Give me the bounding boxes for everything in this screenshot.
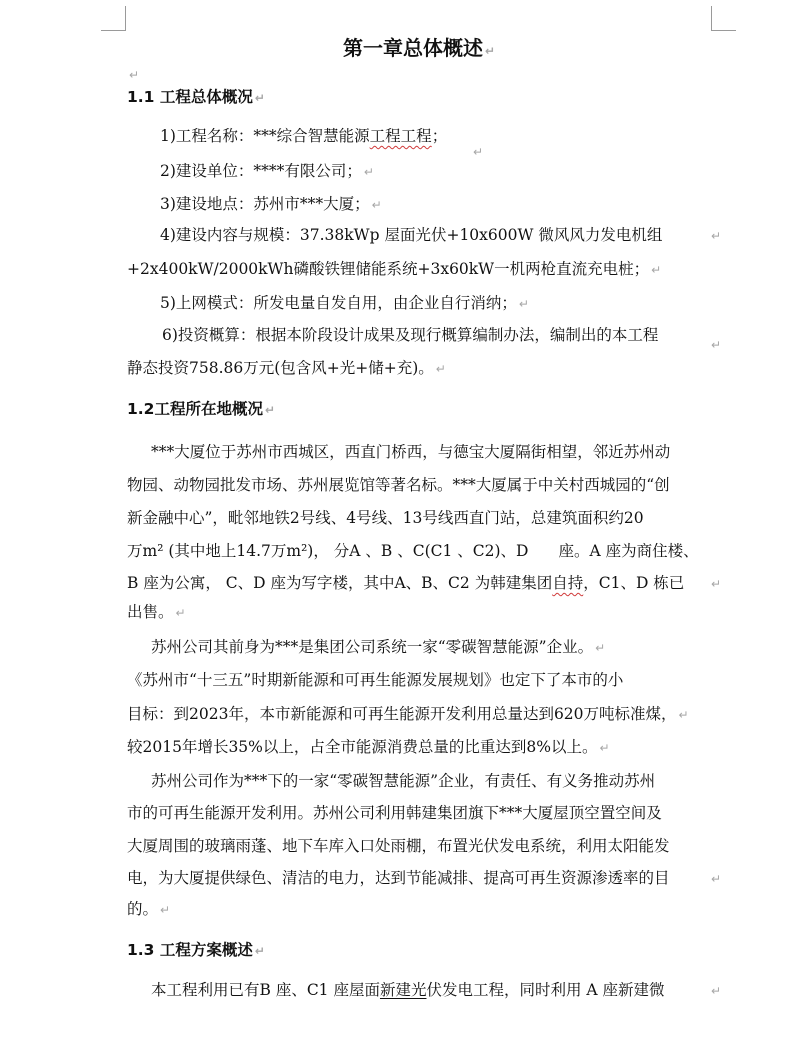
- paragraph-mark-icon: ↵: [264, 403, 276, 417]
- paragraph-line: 本工程利用已有B 座、C1 座屋面新建光伏发电工程，同时利用 A 座新建微: [151, 981, 665, 999]
- paragraph-mark-icon: ↵: [254, 91, 265, 105]
- paragraph-mark-icon: ↵: [651, 263, 662, 277]
- investment-line: 6)投资概算：根据本阶段设计成果及现行概算编制办法，编制出的本工程: [162, 326, 659, 344]
- paragraph-line: 苏州公司作为***下的一家“零碳智慧能源”企业，有责任、有义务推动苏州: [151, 772, 656, 790]
- paragraph-mark-icon: ↵: [599, 741, 610, 755]
- paragraph-line: 较2015年增长35%以上，占全市能源消费总量的比重达到8%以上。 ↵: [127, 738, 610, 756]
- construction-scope-line: 4)建设内容与规模：37.38kWp 屋面光伏+10x600W 微风风力发电机组: [160, 226, 663, 244]
- section-heading-1-1: 1.1 工程总体概况 ↵: [127, 88, 265, 106]
- paragraph-mark-icon: ↵: [435, 362, 446, 376]
- paragraph-line: 的。 ↵: [127, 900, 171, 918]
- page-corner-top-right: [711, 6, 736, 31]
- paragraph-line: 万m² (其中地上14.7万m²)， 分A 、B 、C(C1 、C2)、D 座。A 座为商住楼、: [127, 542, 699, 560]
- paragraph-mark-icon: ↵: [711, 577, 722, 591]
- paragraph-line: 大厦周围的玻璃雨蓬、地下车库入口处雨棚，布置光伏发电系统，利用太阳能发: [127, 837, 670, 855]
- paragraph-line: 出售。 ↵: [127, 603, 186, 621]
- paragraph-line: 新金融中心”，毗邻地铁2号线、4号线、13号线西直门站，总建筑面积约20: [127, 509, 644, 527]
- construction-unit-line: 2)建设单位：****有限公司； ↵: [160, 162, 374, 180]
- paragraph-mark-icon: ↵: [363, 165, 374, 179]
- paragraph-mark-icon: ↵: [473, 145, 484, 159]
- tracked-change-underline: 新建光: [379, 981, 427, 999]
- spell-check-underline: 工程工程: [369, 127, 432, 145]
- paragraph-line: 目标：到2023年，本市新能源和可再生能源开发利用总量达到620万吨标准煤， ↵: [127, 705, 689, 723]
- paragraph-mark-icon: ↵: [711, 984, 722, 998]
- spell-check-underline: 自持: [552, 574, 584, 592]
- paragraph-mark-icon: ↵: [254, 944, 265, 958]
- chapter-title: 第一章总体概述 ↵: [342, 36, 496, 60]
- construction-scope-line-2: +2x400kW/2000kWh磷酸铁锂储能系统+3x60kW一机两枪直流充电桩； ↵: [127, 260, 662, 278]
- paragraph-mark-icon: ↵: [711, 229, 722, 243]
- paragraph-line: 电，为大厦提供绿色、清洁的电力，达到节能减排、提高可再生资源渗透率的目: [127, 869, 670, 887]
- paragraph-line: 苏州公司其前身为***是集团公司系统一家“零碳智慧能源”企业。 ↵: [151, 638, 606, 656]
- paragraph-mark-icon: ↵: [595, 641, 606, 655]
- paragraph-line: 物园、动物园批发市场、苏州展览馆等著名标。***大厦属于中关村西城园的“创: [127, 476, 670, 494]
- section-heading-1-3: 1.3 工程方案概述 ↵: [127, 941, 265, 959]
- paragraph-mark-icon: ↵: [160, 903, 171, 917]
- paragraph-line: ***大厦位于苏州市西城区，西直门桥西，与德宝大厦隔街相望，邻近苏州动: [151, 443, 671, 461]
- empty-paragraph: [127, 64, 139, 85]
- page-corner-top-left: [101, 6, 126, 31]
- paragraph-mark-icon: ↵: [175, 606, 186, 620]
- paragraph-line: 《苏州市“十三五”时期新能源和可再生能源发展规划》也定下了本市的小: [127, 671, 624, 689]
- paragraph-line: 市的可再生能源开发利用。苏州公司利用韩建集团旗下***大厦屋顶空置空间及: [127, 804, 662, 822]
- section-heading-1-2: 1.2工程所在地概况 ↵: [127, 400, 276, 418]
- construction-site-line: 3)建设地点：苏州市***大厦； ↵: [160, 195, 382, 213]
- grid-mode-line: 5)上网模式：所发电量自发自用，由企业自行消纳； ↵: [160, 294, 529, 312]
- empty-paragraph: [471, 141, 483, 162]
- paragraph-mark-icon: ↵: [711, 872, 722, 886]
- paragraph-line: B 座为公寓， C、D 座为写字楼，其中A、B、C2 为韩建集团自持，C1、D 栋已: [127, 574, 685, 592]
- project-name-line: 1)工程名称：***综合智慧能源工程工程；: [160, 127, 448, 145]
- investment-line-2: 静态投资758.86万元(包含风+光+储+充)。 ↵: [127, 359, 446, 377]
- paragraph-mark-icon: ↵: [678, 708, 689, 722]
- paragraph-mark-icon: ↵: [484, 44, 496, 58]
- paragraph-mark-icon: ↵: [518, 297, 529, 311]
- paragraph-mark-icon: ↵: [371, 198, 382, 212]
- paragraph-mark-icon: ↵: [711, 338, 722, 352]
- paragraph-mark-icon: ↵: [129, 68, 140, 82]
